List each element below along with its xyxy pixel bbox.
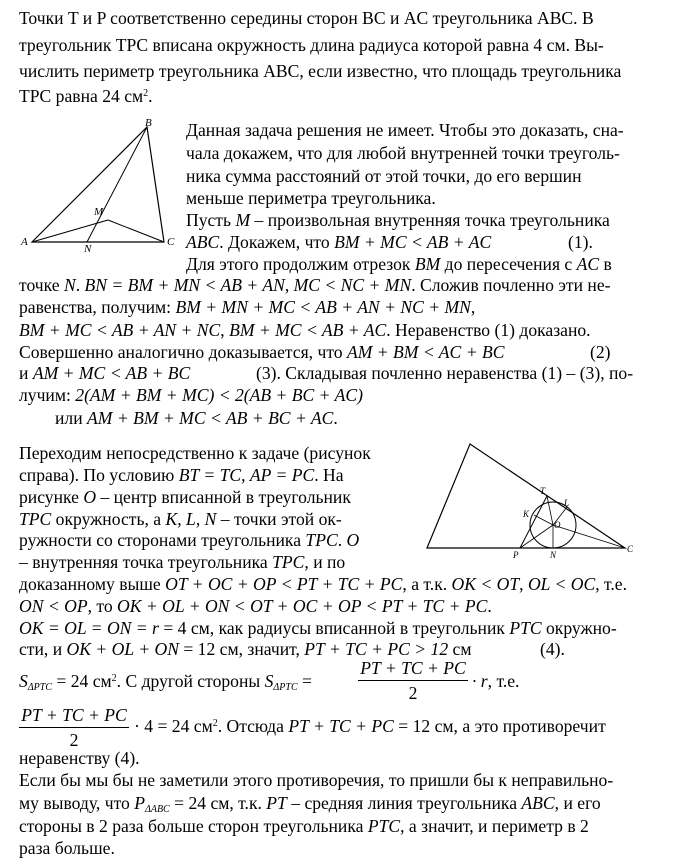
p1-line-10: BM + MC < AB + AN + NC, BM + MC < AB + AC. Неравенство (1) доказано. [19, 320, 591, 340]
p2-line-1: Переходим непосредственно к задаче (рисунок [19, 443, 371, 463]
p2-line-2: справа). По условию BT = TC, AP = PC. На [19, 465, 344, 485]
p1-line-3: ника сумма расстояний от этой точки, до его вершин [186, 166, 582, 186]
triangle-abc [32, 127, 164, 242]
fraction-1-bar [358, 680, 468, 681]
segment-bn [87, 127, 147, 242]
label-p: P [513, 550, 519, 560]
p1-line-14: или AM + BM + MC < AB + BC + AC. [55, 408, 338, 428]
p2-line-10-num: (4). [540, 639, 565, 659]
segment-op [520, 525, 553, 548]
triangle-abc-2 [427, 444, 625, 548]
p2-line-4: TPC окружность, а K, L, N – точки этой ок- [19, 509, 342, 529]
problem-line-4: TPC равна 24 $см^2$. [19, 86, 153, 106]
fraction-2-numerator: PT + TC + PC [21, 705, 127, 725]
p1-line-2: чала докажем, что для любой внутренней точки треуголь- [186, 143, 620, 163]
label-k: K [523, 509, 530, 519]
p1-line-11-num: (2) [590, 342, 611, 362]
label-l: L [564, 498, 570, 508]
p2-line-11: $S_{\Delta PTC} = 24$ $см^2$. С другой стороны $S_{\Delta PTC}$ = [19, 671, 312, 693]
p1-line-9: равенства, получим: BM + MN + MC < AB + AN + NC + MN, [19, 297, 476, 317]
p2-line-16: стороны в 2 раза больше сторон треугольника PTC, а значит, и периметр в 2 [19, 816, 589, 836]
p2-line-13: неравенству (4). [19, 748, 140, 768]
label-b: B [145, 117, 152, 129]
p1-line-4: меньше периметра треугольника. [186, 188, 436, 208]
label-n: N [84, 243, 92, 254]
label-a: A [21, 236, 28, 248]
p1-line-11: Совершенно аналогично доказывается, что AM + BM < AC + BC [19, 342, 505, 362]
p2-line-5: ружности со сторонами треугольника TPC. O [19, 530, 360, 550]
fraction-2-denominator: 2 [69, 730, 79, 750]
p1-line-6-num: (1). [568, 232, 593, 252]
label-t: T [540, 486, 546, 496]
p2-line-9: OK = OL = ON = r = 4 см, как радиусы вписанной в треугольник PTC окружно- [19, 618, 617, 638]
segment-oc [553, 525, 625, 548]
label-c2: C [627, 544, 634, 554]
fraction-1-numerator: PT + TC + PC [360, 658, 466, 678]
p2-line-14: Если бы мы бы не заметили этого противоречия, то пришли бы к неправильно- [19, 770, 614, 790]
problem-line-3: числить периметр треугольника ABC, если известно, что площадь треугольника [19, 61, 622, 81]
p1-line-8: точке N. BN = BM + MN < AB + AN, MC < NC + MN. Сложив почленно эти не- [19, 275, 611, 295]
figure-triangle-tpc [410, 440, 640, 565]
fraction-2-bar [19, 727, 129, 728]
p1-line-13: лучим: 2(AM + BM + MC) < 2(AB + BC + AC) [19, 385, 363, 405]
p2-line-7: доказанному выше OT + OC + OP < PT + TC + PC, а т.к. OK < OT, OL < OC, т.е. [19, 574, 628, 594]
label-n2: N [550, 550, 557, 560]
p1-line-5: Пусть M – произвольная внутренняя точка треугольника [186, 210, 610, 230]
fraction-1-denominator: 2 [408, 683, 418, 703]
figure-triangle-abc [18, 114, 188, 254]
p2-line-3: рисунке O – центр вписанной в треугольник [19, 487, 351, 507]
p2-line-15: му выводу, что $P_{\Delta ABC} = 24$ см, т.к. PT – средняя линия треугольника ABC, и его [19, 793, 601, 815]
p1-line-12-rest: (3). Складывая почленно неравенства (1) – (3), по- [256, 363, 634, 383]
p2-line-17: раза больше. [19, 838, 115, 858]
segment-mc [108, 220, 164, 242]
p2-line-6: – внутренняя точка треугольника TPC, и по [19, 552, 346, 572]
p1-line-6: ABC. Докажем, что BM + MC < AB + AC [186, 232, 492, 252]
p1-line-7: Для этого продолжим отрезок BM до пересечения с AC в [186, 254, 612, 274]
segment-ot [547, 496, 553, 525]
p2-line-11-tail: · r, т.е. [472, 671, 520, 691]
label-c: C [167, 236, 175, 248]
segment-ok [534, 515, 553, 525]
problem-line-1: Точки T и P соответственно середины сторон BC и AC треугольника ABC. В [19, 8, 594, 28]
p2-line-8: ON < OP, то OK + OL + ON < OT + OC + OP < PT + TC + PC. [19, 596, 492, 616]
label-m: M [94, 206, 104, 218]
p2-line-12: · 4 = 24 $см^2$. Отсюда PT + TC + PC = 12 см, а это противоречит [134, 716, 606, 736]
p1-line-12: и AM + MC < AB + BC [19, 363, 191, 383]
problem-line-2: треугольник TPC вписана окружность длина радиуса которой равна 4 см. Вы- [19, 35, 604, 55]
p1-line-1: Данная задача решения не имеет. Чтобы это доказать, сна- [186, 120, 624, 140]
p2-line-10: сти, и OK + OL + ON = 12 см, значит, PT + TC + PC > 12 см [19, 639, 472, 659]
label-o: O [554, 520, 561, 530]
